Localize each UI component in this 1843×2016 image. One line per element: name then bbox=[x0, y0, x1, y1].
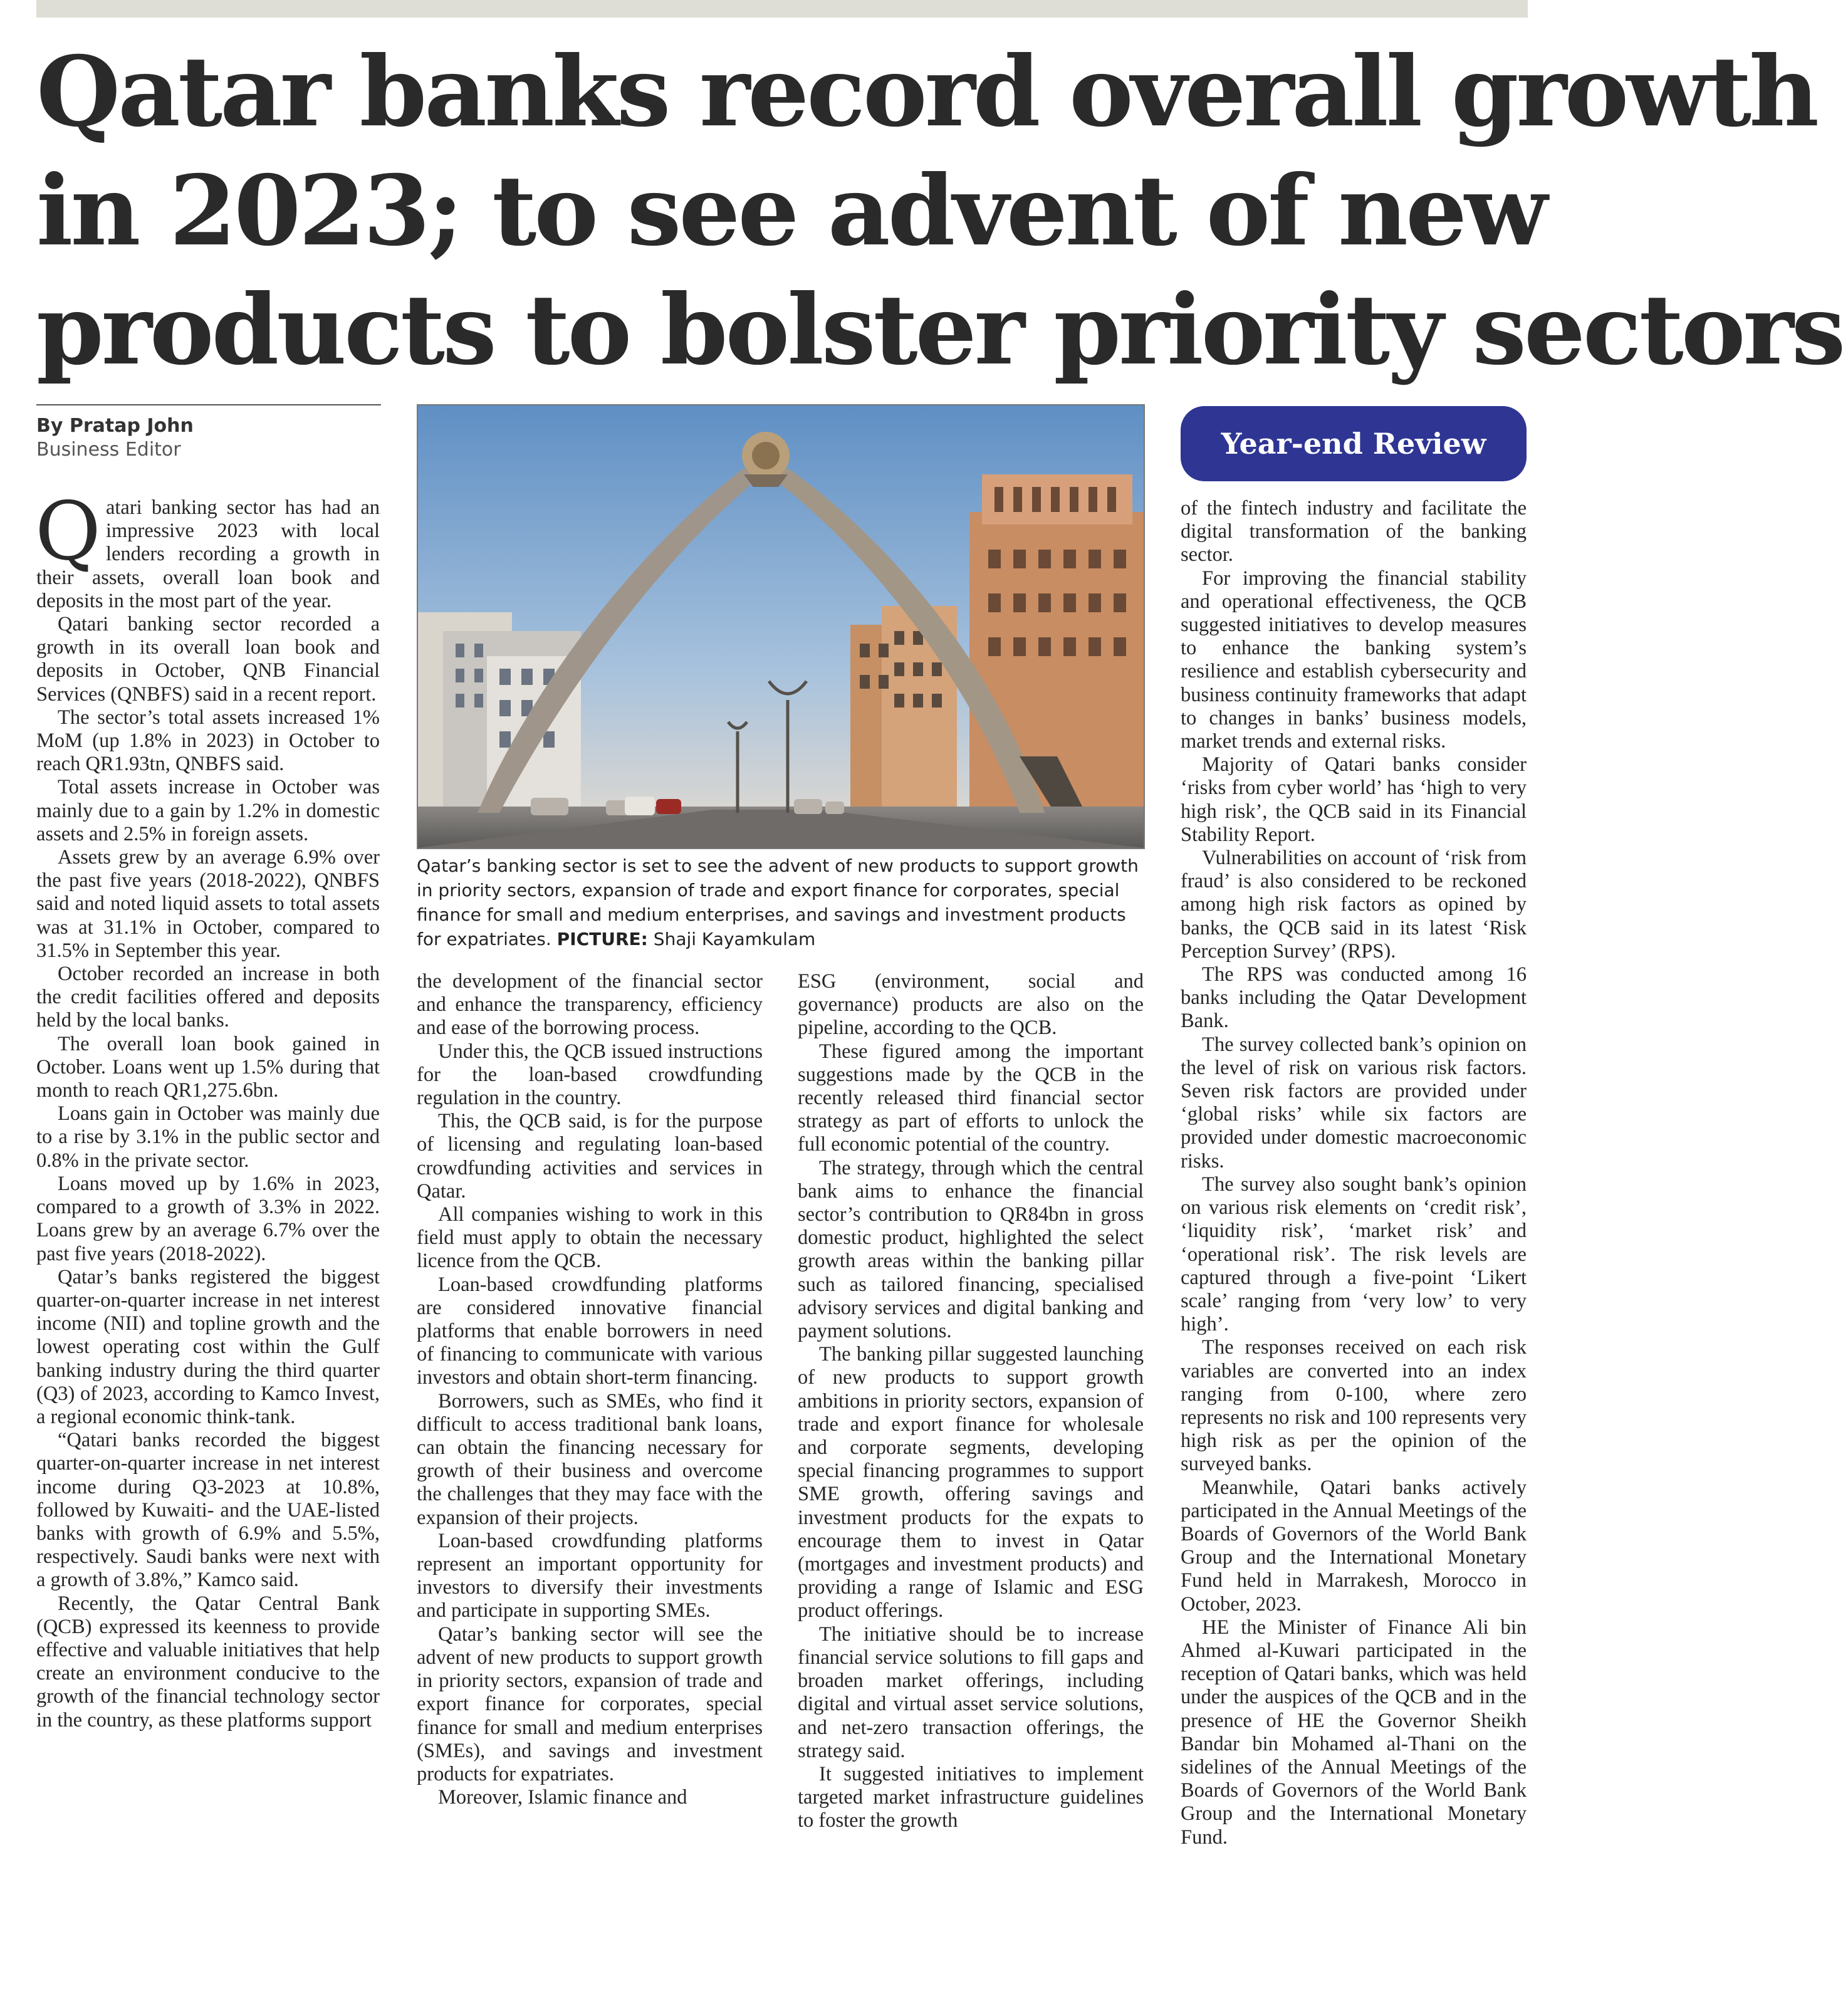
article-paragraph: Total assets increase in October was mainly due to a gain by 1.2% in domestic assets and 2.5% in foreign assets. bbox=[36, 776, 380, 845]
article-paragraph: Recently, the Qatar Central Bank (QCB) expressed its keenness to provide effective and valuable initiatives that help create an environment conducive to the growth of the financial technology sector in the country, as these platforms support bbox=[36, 1592, 380, 1731]
headline-line-3: products to bolster priority sectors bbox=[36, 273, 1843, 387]
headline-line-2: in 2023; to see advent of new bbox=[36, 154, 1545, 268]
top-rule-bar bbox=[36, 0, 1528, 18]
article-paragraph: The overall loan book gained in October. Loans went up 1.5% during that month to reach QR1,275.6bn. bbox=[36, 1032, 380, 1102]
caption-text: Qatar’s banking sector is set to see the advent of new products to support growth in priority sectors, expansion of trade and export finance for corporates, special finance for small and medium enterprises, and savings and investment products for expatriates. bbox=[417, 855, 1139, 949]
article-paragraph: Qatar’s banking sector will see the advent of new products to support growth in priority sectors, expansion of trade and export finance for corporates, special finance for small and medium enterprises (SMEs), and savings and investment products for expatriates. bbox=[417, 1622, 763, 1785]
article-paragraph: All companies wishing to work in this field must apply to obtain the necessary licence from the QCB. bbox=[417, 1203, 763, 1273]
byline bbox=[36, 404, 381, 462]
article-paragraph: Loans moved up by 1.6% in 2023, compared to a growth of 3.3% in 2022. Loans grew by an average 6.7% over the past five years (2018-2022). bbox=[36, 1172, 380, 1265]
article-paragraph: of the fintech industry and facilitate the digital transformation of the banking sector. bbox=[1181, 497, 1527, 567]
article-paragraph: The responses received on each risk variables are converted into an index ranging from 0-100, where zero represents no risk and 100 represents very high risk as per the opinion of the surveyed banks. bbox=[1181, 1336, 1527, 1476]
article-paragraph: The RPS was conducted among 16 banks including the Qatar Development Bank. bbox=[1181, 963, 1527, 1033]
article-paragraph: the development of the financial sector and enhance the transparency, efficiency and ease of the borrowing process. bbox=[417, 970, 763, 1040]
article-paragraph: Borrowers, such as SMEs, who find it difficult to access traditional bank loans, can obtain the financing necessary for growth of their business and overcome the challenges that they may face with the expansion of their projects. bbox=[417, 1389, 763, 1529]
year-end-review-badge: Year-end Review bbox=[1181, 406, 1527, 481]
article-column-3 bbox=[798, 970, 1144, 1833]
article-paragraph: Qatar’s banks registered the biggest quarter-on-quarter increase in net interest income (NII) and topline growth and the lowest operating cost within the Gulf banking industry during the third quarter (Q3) of 2023, according to Kamco Invest, a regional economic think-tank. bbox=[36, 1265, 380, 1428]
article-paragraph: Qatari banking sector has had an impressive 2023 with local lenders recording a growth in their assets, overall loan book and deposits in the most part of the year. bbox=[35, 485, 380, 612]
article-column-2 bbox=[417, 970, 763, 1809]
article-paragraph: Under this, the QCB issued instructions for the loan-based crowdfunding regulation in the country. bbox=[417, 1040, 763, 1110]
article-paragraph: Majority of Qatari banks consider ‘risks from cyber world’ has ‘high to very high risk’, the QCB said in its Financial Stability Report. bbox=[1181, 753, 1527, 846]
caption-credit-name: Shaji Kayamkulam bbox=[653, 929, 816, 949]
article-paragraph: “Qatari banks recorded the biggest quarter-on-quarter increase in net interest income during Q3-2023 at 10.8%, followed by Kuwaiti- and the UAE-listed banks with growth of 6.9% and 5.5%, respectively. Saudi banks were next with a growth of 3.8%,” Kamco said. bbox=[36, 1429, 380, 1592]
author-role: Business Editor bbox=[36, 439, 181, 461]
article-paragraph: HE the Minister of Finance Ali bin Ahmed al-Kuwari participated in the reception of Qatari banks, which was held under the auspices of the QCB and in the presence of HE the Governor Sheikh Bandar bin Mohamed al-Thani on the sidelines of the Annual Meetings of the Boards of Governors of the World Bank Group and the International Monetary Fund. bbox=[1181, 1616, 1527, 1849]
headline-line-1: Qatar banks record overall growth bbox=[36, 35, 1817, 149]
article-paragraph: The initiative should be to increase financial service solutions to fill gaps and broaden market offerings, including digital and virtual asset service solutions, and net-zero transaction offerings, the strategy said. bbox=[798, 1622, 1144, 1762]
article-paragraph: Qatari banking sector recorded a growth in its overall loan book and deposits in October, QNB Financial Services (QNBFS) said in a recent report. bbox=[36, 613, 380, 706]
caption-credit-label: PICTURE: bbox=[556, 929, 648, 949]
article-column-4 bbox=[1181, 497, 1527, 1849]
article-column-1 bbox=[35, 485, 380, 1732]
dropcap: Q bbox=[35, 485, 101, 578]
article-paragraph: Moreover, Islamic finance and bbox=[438, 1786, 687, 1809]
article-paragraph: This, the QCB said, is for the purpose of licensing and regulating loan-based crowdfunding activities and services in Qatar. bbox=[417, 1110, 763, 1203]
article-paragraph: It suggested initiatives to implement targeted market infrastructure guidelines to foster the growth bbox=[798, 1762, 1144, 1832]
article-paragraph: Meanwhile, Qatari banks actively participated in the Annual Meetings of the Boards of Governors of the World Bank Group and the International Monetary Fund held in Marrakesh, Morocco in October, 2023. bbox=[1181, 1476, 1527, 1616]
article-paragraph: Loan-based crowdfunding platforms represent an important opportunity for investors to diversify their investments and participate in supporting SMEs. bbox=[417, 1529, 763, 1622]
article-paragraph: October recorded an increase in both the credit facilities offered and deposits held by the local banks. bbox=[36, 963, 380, 1032]
article-paragraph: These figured among the important suggestions made by the QCB in the recently released third financial sector strategy as part of efforts to unlock the full economic potential of the country. bbox=[798, 1040, 1144, 1156]
article-paragraph: ESG (environment, social and governance) products are also on the pipeline, according to the QCB. bbox=[798, 970, 1144, 1040]
photo-caption bbox=[417, 854, 1150, 951]
article-paragraph: Loans gain in October was mainly due to a rise by 3.1% in the public sector and 0.8% in the private sector. bbox=[36, 1102, 380, 1172]
author-name: By Pratap John bbox=[36, 415, 194, 437]
article-paragraph: The sector’s total assets increased 1% MoM (up 1.8% in 2023) in October to reach QR1.93tn, QNBFS said. bbox=[36, 706, 380, 776]
article-photo bbox=[417, 404, 1145, 849]
article-paragraph: The strategy, through which the central bank aims to enhance the financial sector’s contribution to QR84bn in gross domestic product, highlighted the select growth areas within the banking pillar such as tailored financing, specialised advisory services and digital banking and payment solutions. bbox=[798, 1156, 1144, 1343]
article-paragraph: The survey collected bank’s opinion on the level of risk on various risk factors. Seven risk factors are provided under ‘global risks’ while six factors are provided under domestic macroeconomic risks. bbox=[1181, 1033, 1527, 1173]
headline bbox=[36, 33, 1843, 390]
arch-street-photo bbox=[418, 405, 1144, 848]
article-paragraph: The survey also sought bank’s opinion on various risk elements on ‘credit risk’, ‘liquidity risk’, ‘market risk’ and ‘operational risk’. The risk levels are captured through a five-point ‘Likert scale’ ranging from ‘very low’ to very high’. bbox=[1181, 1173, 1527, 1336]
article-paragraph: The banking pillar suggested launching of new products to support growth ambitions in priority sectors, expansion of trade and export finance for wholesale and corporate segments, developing special financing programmes to support SME growth, offering savings and investment products for the expats to encourage them to invest in Qatar (mortgages and investment products) and providing a range of Islamic and ESG product offerings. bbox=[798, 1343, 1144, 1622]
article-paragraph: For improving the financial stability and operational effectiveness, the QCB suggested initiatives to develop measures to enhance the banking system’s resilience and establish cybersecurity and business continuity frameworks that adapt to changes in banks’ business models, market trends and external risks. bbox=[1181, 567, 1527, 753]
article-paragraph: Assets grew by an average 6.9% over the past five years (2018-2022), QNBFS said and noted liquid assets to total assets was at 31.1% in October, compared to 31.5% in September this year. bbox=[36, 846, 380, 962]
article-paragraph: Loan-based crowdfunding platforms are considered innovative financial platforms that enable borrowers in need of financing to communicate with various investors and obtain short-term financing. bbox=[417, 1273, 763, 1389]
article-paragraph: Vulnerabilities on account of ‘risk from fraud’ is also considered to be reckoned among high risk factors as opined by banks, the QCB said in its latest ‘Risk Perception Survey’ (RPS). bbox=[1181, 847, 1527, 963]
